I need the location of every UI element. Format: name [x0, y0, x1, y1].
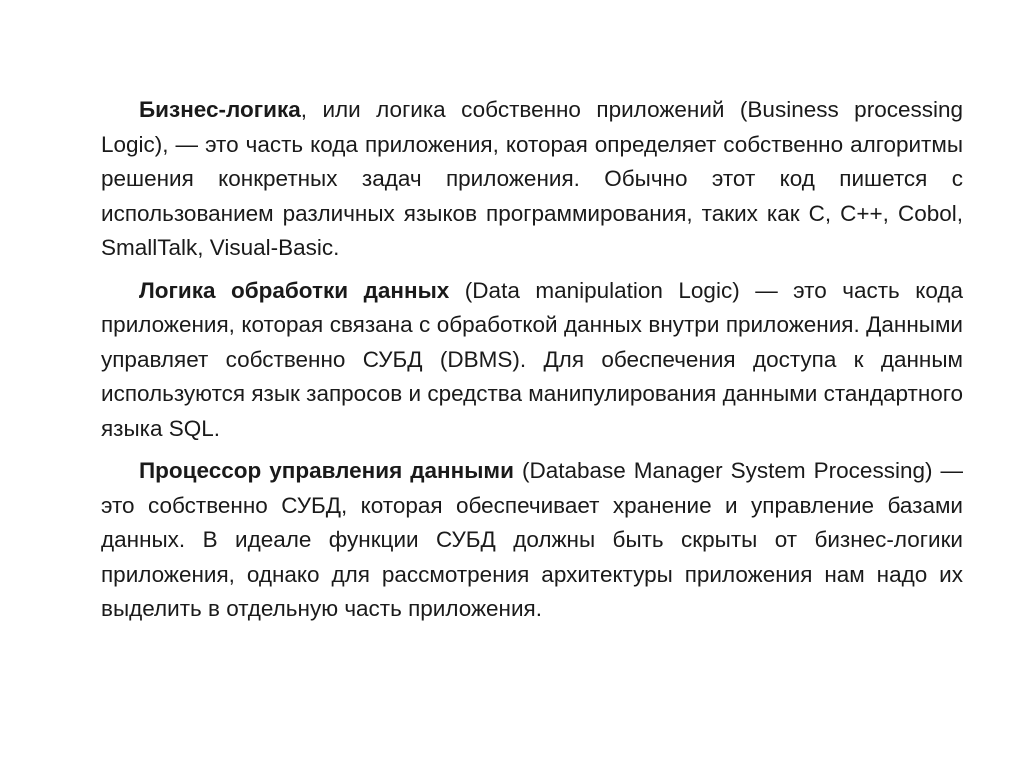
paragraph-text-database-manager: (Database Manager System Processing) — это собственно СУБД, которая обеспечивает хранение и управление базами данных. В идеале функции СУБД должны быть скрыты от бизнес-логики приложения, однако для рассмотрения архитектуры приложения нам надо их выделить в отдельную часть приложения. — [101, 458, 963, 621]
slide-body — [101, 93, 963, 635]
term-business-logic: Бизнес-логика — [139, 97, 301, 122]
paragraph-text-data-manipulation-logic: (Data manipulation Logic) — это часть кода приложения, которая связана с обработкой данных внутри приложения. Данными управляет собственно СУБД (DBMS). Для обеспечения доступа к данным используются язык запросов и средства манипулирования данными стандартного языка SQL. — [101, 277, 964, 441]
term-database-manager: Процессор управления данными — [139, 458, 514, 483]
paragraph-text-business-logic: , или логика собственно приложений (Business processing Logic), — это часть кода приложения, которая определяет собственно алгоритмы решения конкретных задач приложения. Обычно этот код пишется с использованием различных языков программирования, таких как C, C++, Cobol, SmallTalk, Visual-Basic. — [101, 97, 963, 260]
paragraph-database-manager — [101, 454, 963, 627]
term-data-manipulation-logic: Логика обработки данных — [139, 277, 450, 303]
paragraph-data-manipulation-logic — [101, 274, 963, 447]
paragraph-business-logic — [101, 93, 963, 266]
